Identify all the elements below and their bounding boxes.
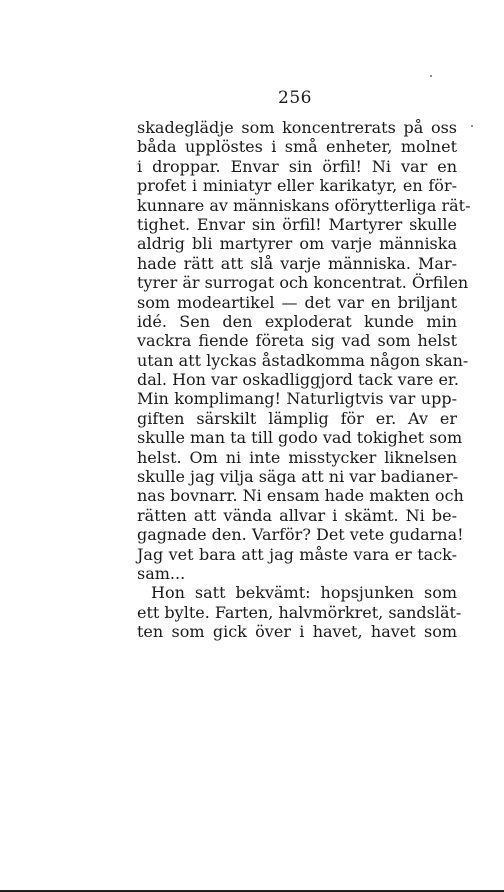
body-text [137,118,471,642]
text-line: i droppar. Envar sin örfil! Ni var en [137,156,457,176]
text-line: aldrig bli martyrer om varje människa [137,234,457,254]
text-line: gagnade den. Varför? Det vete gudarna! [137,525,464,545]
text-line: giften särskilt lämplig för er. Av er [137,408,457,428]
text-line: som modeartikel — det var en briljant [137,292,457,312]
paper-speck [471,125,473,127]
text-line: kunnare av människans oförytterliga rät- [137,195,471,215]
text-line: Jag vet bara att jag måste vara er tack- [137,544,457,564]
text-line: Min komplimang! Naturligtvis var upp- [137,389,457,409]
text-line: idé. Sen den exploderat kunde min [137,311,457,331]
text-line: ten som gick över i havet, havet som [137,622,457,642]
text-line: tyrer är surrogat och koncentrat. Örfilen [137,273,469,293]
text-line: skulle jag vilja säga att ni var badianer- [137,467,459,487]
text-line: dal. Hon var oskadliggjord tack vare er. [137,370,459,390]
text-line: vackra fiende företa sig vad som helst [137,331,457,351]
text-line: utan att lyckas åstadkomma någon skan- [137,350,469,370]
text-line: Hon satt bekvämt: hopsjunken som [151,583,457,603]
text-line: skulle man ta till godo vad tokighet som [137,428,463,448]
paper-speck [430,75,432,77]
text-line: helst. Om ni inte misstycker liknelsen [137,447,457,467]
text-line: ett bylte. Farten, halvmörkret, sandslät- [137,602,462,622]
text-line: profet i miniatyr eller karikatyr, en för- [137,176,457,196]
text-line: hade rätt att slå varje människa. Mar- [137,253,457,273]
page-number: 256 [278,88,312,108]
text-line: tighet. Envar sin örfil! Martyrer skulle [137,214,457,234]
text-line: sam... [137,563,186,583]
text-line: nas bovnarr. Ni ensam hade makten och [137,486,464,506]
text-line: båda upplöstes i små enheter, molnet [137,137,457,157]
text-line: rätten att vända allvar i skämt. Ni be- [137,505,457,525]
text-line: skadeglädje som koncentrerats på oss [137,118,457,137]
